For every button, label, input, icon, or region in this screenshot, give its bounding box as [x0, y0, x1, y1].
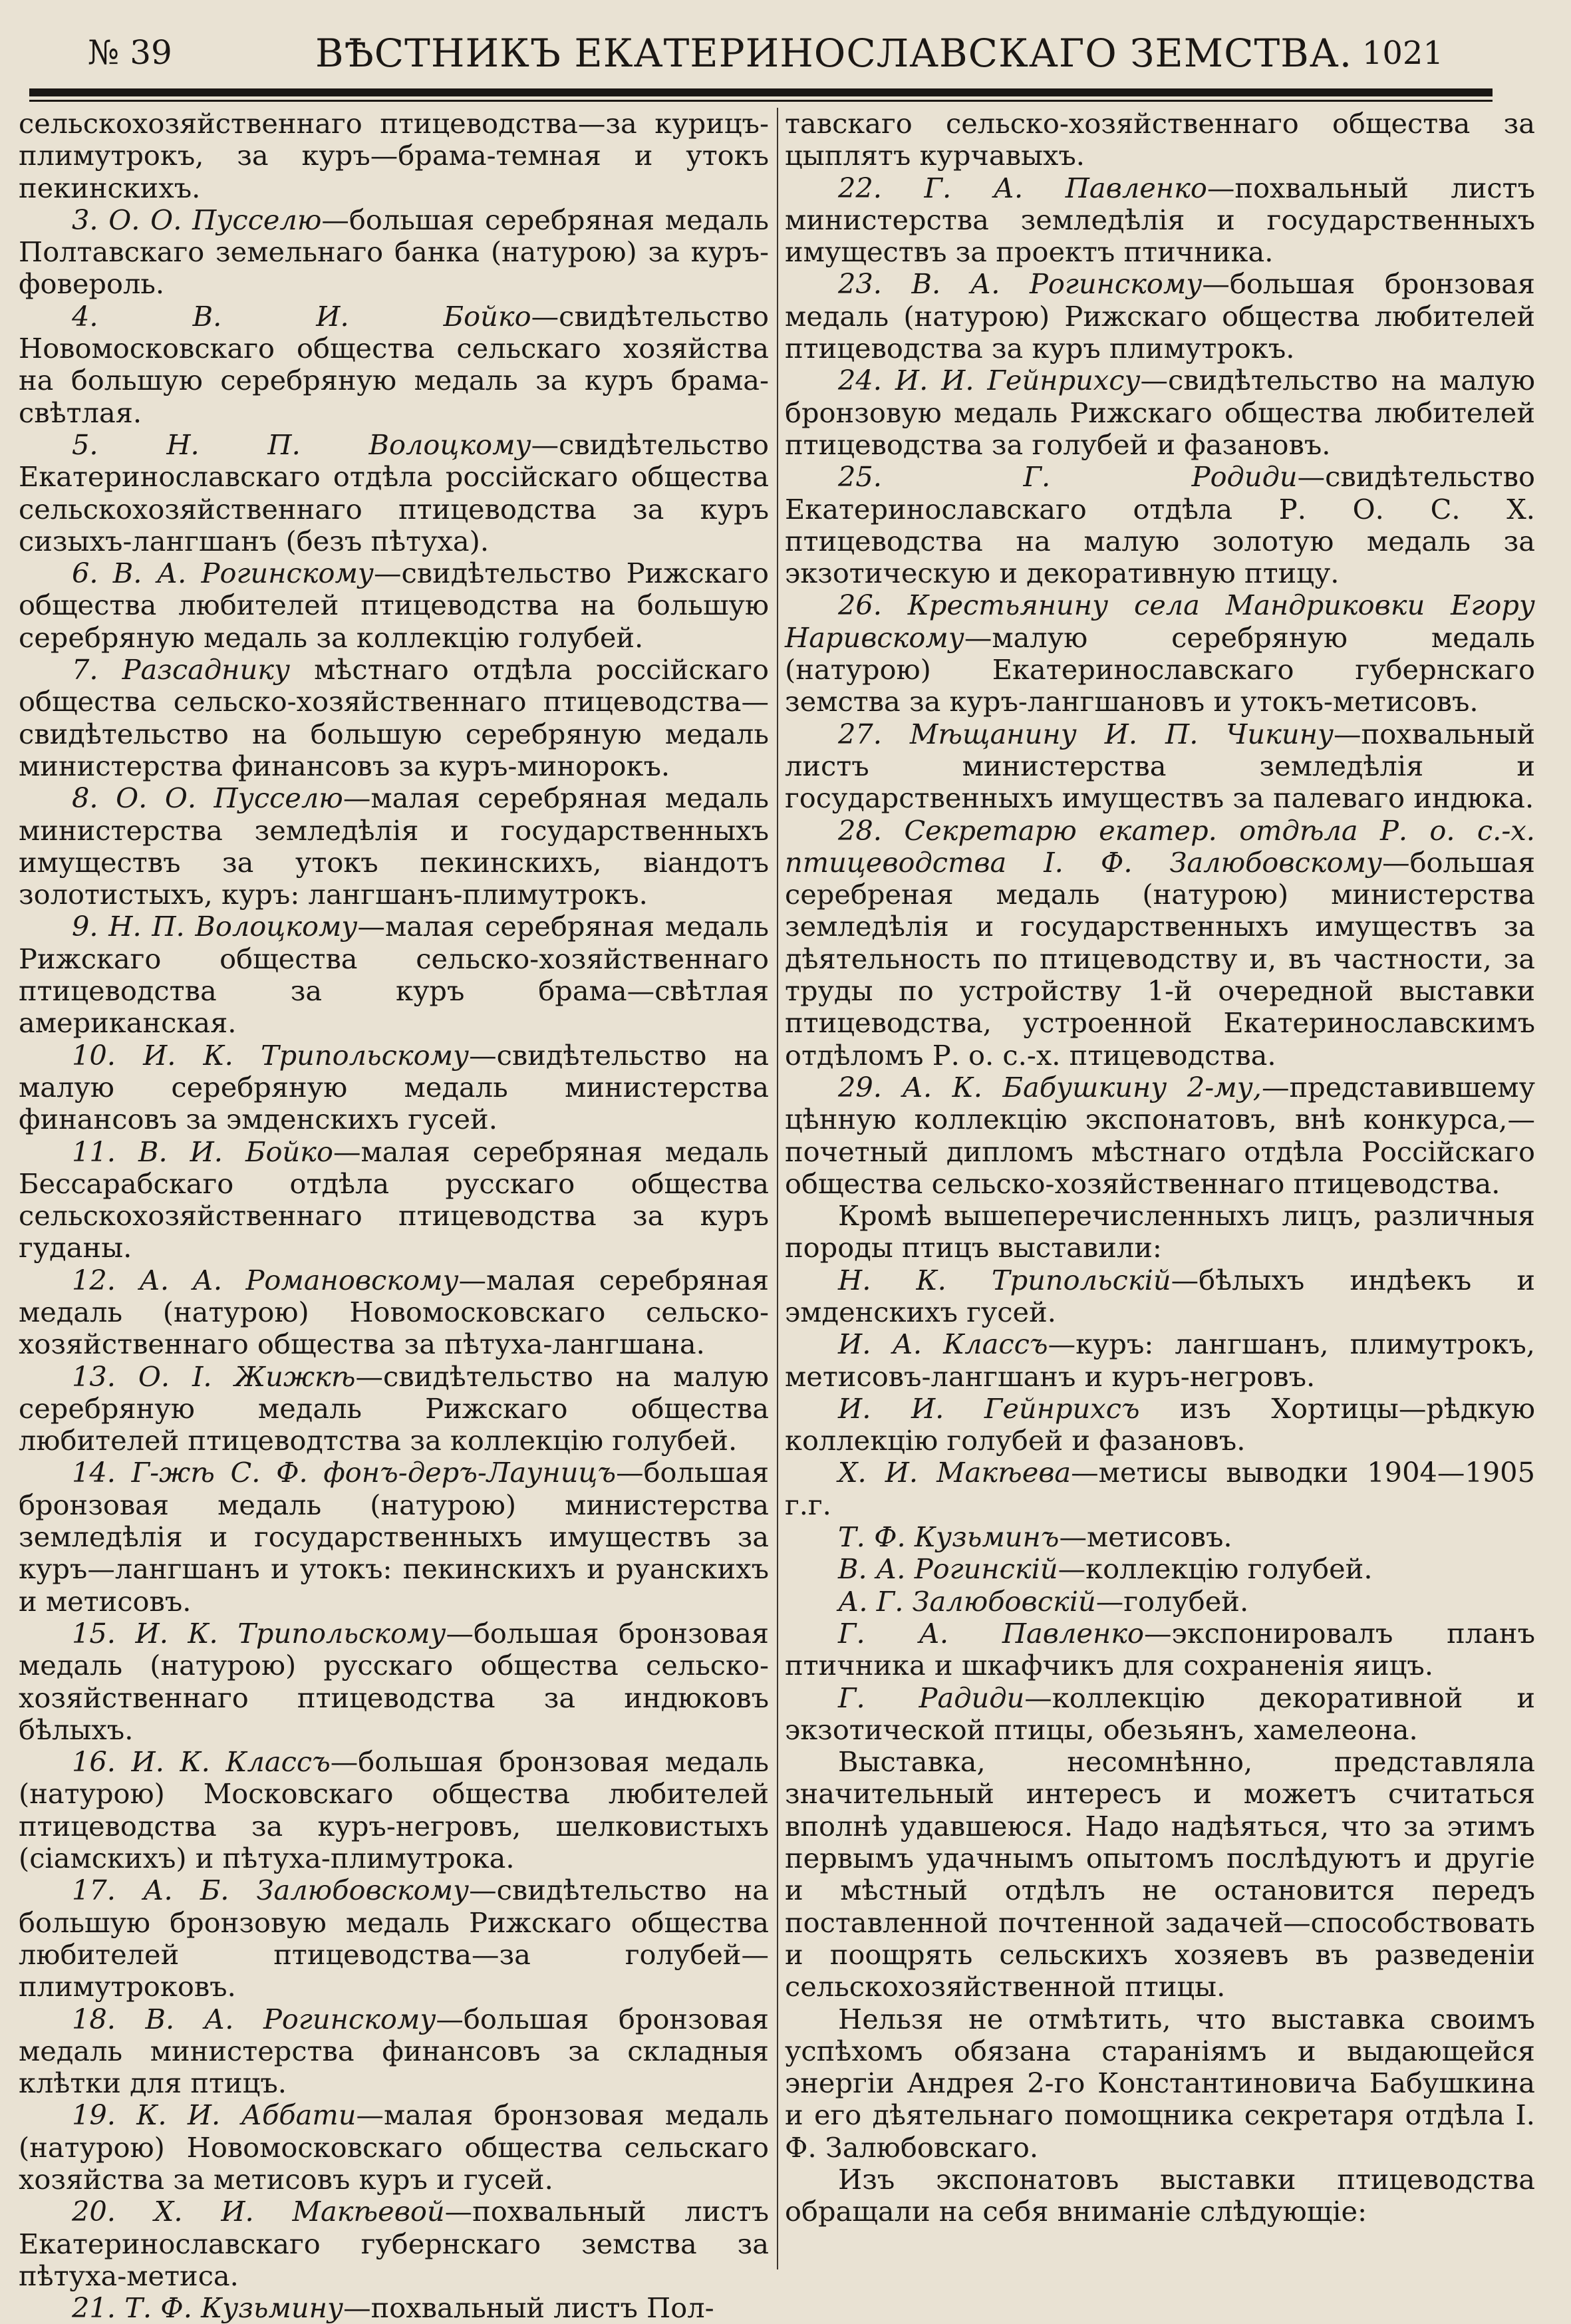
- paragraph-text: —свидѣтельство на малую серебряную медаль министерства финансовъ за эмденскихъ гусей.: [19, 1038, 769, 1136]
- paragraph: [785, 1457, 1535, 1521]
- paragraph-text: —малая серебряная медаль министерства земледѣлія и государственныхъ имуществъ за утокъ пекинскихъ, віандотъ золотистыхъ, куръ: лангшанъ-плимутрокъ.: [19, 782, 769, 911]
- paragraph: [785, 1521, 1535, 1553]
- paragraph: [19, 108, 769, 204]
- paragraph-text: Выставка, несомнѣнно, представляла значительный интересъ и можетъ считаться вполнѣ удавшеюся. Надо надѣяться, что за этимъ первымъ удачнымъ опытомъ послѣдуютъ и другіе и мѣстный отдѣлъ не остановится передъ поставленной почтенной задачей—способствовать и поощрять сельскихъ хозяевъ въ разведеніи сельскохозяйственной птицы.: [785, 1745, 1535, 2003]
- paragraph: [19, 204, 769, 301]
- recipient-name: 6. В. А. Рогинскому: [72, 557, 374, 590]
- paragraph-text: —малая серебряная медаль (натурою) Новомосковскаго сельско-хозяйственнаго общества за пѣтуха-лангшана.: [19, 1263, 769, 1361]
- paragraph: [19, 1874, 769, 2003]
- recipient-name: 23. В. А. Рогинскому: [838, 267, 1203, 301]
- recipient-name: 12. А. А. Романовскому: [72, 1263, 459, 1296]
- paragraph: [785, 1618, 1535, 1682]
- recipient-name: Н. К. Трипольскій: [838, 1263, 1171, 1296]
- paragraph: [19, 1618, 769, 1746]
- issue-number: № 39: [88, 33, 172, 72]
- recipient-name: 9. Н. П. Волоцкому: [72, 910, 358, 943]
- paragraph-text: —метисовъ.: [1059, 1521, 1232, 1554]
- paragraph-text: мѣстнаго отдѣла россійскаго общества сельско-хозяйственнаго птицеводства—свидѣтельство на большую серебряную медаль министерства финансовъ за куръ-минорокъ.: [19, 653, 769, 782]
- recipient-name: Т. Ф. Кузьминъ: [838, 1521, 1060, 1554]
- paragraph-text: —большая серебряная медаль Полтавскаго земельнаго банка (натурою) за куръ-фовероль.: [19, 203, 769, 301]
- paragraph: [19, 911, 769, 1039]
- paragraph: [785, 1200, 1535, 1264]
- recipient-name: А. Г. Залюбовскій: [838, 1584, 1096, 1618]
- paragraph-text: —метисы выводки 1904—1905 г.г.: [785, 1456, 1535, 1521]
- recipient-name: Г. А. Павленко: [838, 1616, 1145, 1650]
- paragraph-text: —большая бронзовая медаль (натурою) Рижскаго общества любителей птицеводства за куръ плимутрокъ.: [785, 267, 1535, 365]
- paragraph: [19, 1264, 769, 1361]
- paragraph: [785, 1393, 1535, 1457]
- recipient-name: 21. Т. Ф. Кузьмину: [72, 2291, 344, 2324]
- paragraph: [785, 1072, 1535, 1200]
- paragraph-text: —свидѣтельство на большую бронзовую медаль Рижскаго общества любителей птицеводства—за голубей—плимутроковъ.: [19, 1874, 769, 2003]
- paragraph: [19, 1136, 769, 1264]
- paragraph-text: —коллекцію декоративной и экзотической птицы, обезьянъ, хамелеона.: [785, 1681, 1535, 1746]
- paragraph-text: сельскохозяйственнаго птицеводства—за курицъ-плимутрокъ, за куръ—брама-темная и утокъ пекинскихъ.: [19, 107, 769, 204]
- paragraph: [785, 815, 1535, 1072]
- recipient-name: 24. И. И. Гейнрихсу: [838, 364, 1141, 397]
- paragraph-text: Изъ экспонатовъ выставки птицеводства обращали на себя вниманіе слѣдующіе:: [785, 2163, 1535, 2228]
- paragraph: [19, 301, 769, 429]
- paragraph-text: —большая бронзовая медаль (натурою) русскаго общества сельско-хозяйственнаго птицеводства за индюковъ бѣлыхъ.: [19, 1616, 769, 1746]
- paragraph-text: Кромѣ вышеперечисленныхъ лицъ, различныя породы птицъ выставили:: [785, 1199, 1535, 1264]
- recipient-name: 17. А. Б. Залюбовскому: [72, 1874, 470, 1907]
- recipient-name: 8. О. О. Пусселю: [72, 782, 343, 815]
- right-column: [785, 108, 1535, 2269]
- paragraph-text: —похвальный листъ министерства земледѣлія и государственныхъ имуществъ за палеваго индюка.: [785, 717, 1535, 815]
- paragraph: [785, 268, 1535, 364]
- paragraph: [785, 1264, 1535, 1329]
- recipient-name: 28. Секретарю екатер. отдѣла Р. о. с.-х. птицеводства І. Ф. Залюбовскому: [785, 813, 1535, 879]
- paragraph-text: —свидѣтельство Рижскаго общества любителей птицеводства на большую серебряную медаль за коллекцію голубей.: [19, 557, 769, 654]
- paragraph-text: —малая серебряная медаль Рижскаго общества сельско-хозяйственнаго птицеводства за куръ брама—свѣтлая американская.: [19, 910, 769, 1040]
- recipient-name: 15. И. К. Трипольскому: [72, 1616, 446, 1650]
- paragraph-text: —представившему цѣнную коллекцію экспонатовъ, внѣ конкурса,—почетный дипломъ мѣстнаго отдѣла Россійскаго общества сельско-хозяйственнаго птицеводства.: [785, 1070, 1535, 1200]
- paragraph-text: —свидѣтельство Новомосковскаго общества сельскаго хозяйства на большую серебряную медаль за куръ брама-свѣтлая.: [19, 299, 769, 429]
- paragraph: [785, 718, 1535, 815]
- recipient-name: 3. О. О. Пусселю: [72, 203, 322, 236]
- paragraph-text: —большая бронзовая медаль министерства финансовъ за складныя клѣтки для птицъ.: [19, 2002, 769, 2100]
- left-column: [19, 107, 769, 2324]
- recipient-name: 13. О. І. Жижкѣ: [72, 1360, 356, 1393]
- paragraph: [19, 2292, 769, 2324]
- paragraph: [19, 1746, 769, 1874]
- paragraph: [785, 1328, 1535, 1393]
- paragraph: [785, 1682, 1535, 1747]
- paragraph-text: —голубей.: [1095, 1584, 1249, 1618]
- recipient-name: 27. Мѣщанину И. П. Чикину: [838, 717, 1334, 750]
- paragraph: [19, 1457, 769, 1617]
- paragraph-text: —похвальный листъ министерства земледѣлія и государственныхъ имуществъ за проектъ птичника.: [785, 171, 1535, 269]
- recipient-name: 16. И. К. Классъ: [72, 1745, 331, 1779]
- paragraph-text: —экспонировалъ планъ птичника и шкафчикъ для сохраненія яицъ.: [785, 1616, 1535, 1682]
- recipient-name: 7. Разсаднику: [72, 653, 291, 686]
- paragraph: [19, 2099, 769, 2196]
- paragraph: [19, 782, 769, 911]
- paragraph: [785, 2003, 1535, 2164]
- paragraph: [19, 2003, 769, 2100]
- recipient-name: И. А. Классъ: [838, 1328, 1048, 1361]
- paragraph: [785, 1746, 1535, 2003]
- paragraph: [19, 2196, 769, 2292]
- paragraph: [785, 2164, 1535, 2228]
- paragraph: [785, 461, 1535, 589]
- paragraph-text: —свидѣтельство на малую серебряную медаль Рижскаго общества любителей птицеводтства за коллекцію голубей.: [19, 1360, 769, 1457]
- recipient-name: Х. И. Макѣева: [838, 1456, 1071, 1489]
- paragraph: [785, 172, 1535, 269]
- recipient-name: В. А. Рогинскій: [838, 1552, 1058, 1586]
- paragraph-text: тавскаго сельско-хозяйственнаго общества за цыплятъ курчавыхъ.: [785, 107, 1535, 172]
- recipient-name: И. И. Гейнрихсъ: [838, 1391, 1140, 1425]
- page-header: [29, 25, 1542, 86]
- paragraph: [785, 1553, 1535, 1585]
- paragraph: [785, 1586, 1535, 1618]
- recipient-name: 10. И. К. Трипольскому: [72, 1038, 470, 1072]
- paragraph: [785, 364, 1535, 461]
- paragraph: [19, 557, 769, 654]
- paragraph-text: —куръ: лангшанъ, плимутрокъ, метисовъ-лангшанъ и куръ-негровъ.: [785, 1328, 1535, 1393]
- paragraph-text: изъ Хортицы—рѣдкую коллекцію голубей и фазановъ.: [785, 1391, 1535, 1457]
- paragraph-text: —большая бронзовая медаль (натурою) Московскаго общества любителей птицеводства за куръ-негровъ, шелковистыхъ (сіамскихъ) и пѣтуха-плимутрока.: [19, 1745, 769, 1875]
- paragraph-text: —малую серебряную медаль (натурою) Екатеринославскаго губернскаго земства за куръ-лангшановъ и утокъ-метисовъ.: [785, 621, 1535, 718]
- recipient-name: 19. К. И. Аббати: [72, 2099, 357, 2132]
- paragraph: [19, 429, 769, 557]
- paragraph: [785, 589, 1535, 718]
- recipient-name: 22. Г. А. Павленко: [838, 171, 1207, 204]
- paragraph: [19, 1361, 769, 1457]
- paragraph-text: —бѣлыхъ индѣекъ и эмденскихъ гусей.: [785, 1263, 1535, 1328]
- recipient-name: 25. Г. Родиди: [838, 460, 1298, 494]
- paragraph-text: —свидѣтельство на малую бронзовую медаль Рижскаго общества любителей птицеводства за голубей и фазановъ.: [785, 364, 1536, 461]
- paragraph-text: —малая серебряная медаль Бессарабскаго отдѣла русскаго общества сельскохозяйственнаго птицеводства за куръ гуданы.: [19, 1135, 769, 1264]
- paragraph-text: —похвальный листъ Екатеринославскаго губернскаго земства за пѣтуха-метиса.: [19, 2195, 769, 2292]
- recipient-name: 18. В. А. Рогинскому: [72, 2002, 436, 2035]
- recipient-name: 11. В. И. Бойко: [72, 1135, 333, 1168]
- recipient-name: 5. Н. П. Волоцкому: [72, 428, 531, 461]
- paragraph-text: —свидѣтельство Екатеринославскаго отдѣла Р. О. С. Х. птицеводства на малую золотую медаль за экзотическую и декоративную птицу.: [785, 460, 1535, 590]
- paragraph: [19, 654, 769, 782]
- recipient-name: 14. Г-жѣ С. Ф. фонъ-деръ-Лауницъ: [72, 1456, 617, 1489]
- column-divider: [777, 108, 778, 2269]
- paragraph-text: —похвальный листъ Пол-: [343, 2291, 714, 2324]
- recipient-name: 26. Крестьянину села Мандриковки Егору Наривскому: [785, 589, 1535, 654]
- header-rule-thin: [29, 100, 1493, 102]
- paragraph-text: —свидѣтельство Екатеринославскаго отдѣла россійскаго общества сельскохозяйственнаго птицеводства за куръ сизыхъ-лангшанъ (безъ пѣтуха).: [19, 428, 769, 557]
- paragraph-text: Нельзя не отмѣтить, что выставка своимъ успѣхомъ обязана стараніямъ и выдающейся энергіи Андрея 2-го Константиновича Бабушкина и его дѣятельнаго помощника секретаря отдѣла І. Ф. Залюбовскаго.: [785, 2002, 1535, 2164]
- paragraph-text: —большая бронзовая медаль (натурою) министерства земледѣлія и государственныхъ имуществъ за куръ—лангшанъ и утокъ: пекинскихъ и руанскихъ и метисовъ.: [19, 1456, 769, 1618]
- paragraph-text: —большая серебреная медаль (натурою) министерства земледѣлія и государственныхъ имуществъ за дѣятельность по птицеводству и, въ частности, за труды по устройству 1-й очередной выставки птицеводства, устроенной Екатеринославскимъ отдѣломъ Р. о. с.-х. птицеводства.: [785, 845, 1535, 1072]
- paragraph-text: —коллекцію голубей.: [1058, 1552, 1373, 1586]
- page-number: 1021: [1361, 35, 1443, 72]
- recipient-name: Г. Радиди: [838, 1681, 1025, 1714]
- recipient-name: 29. А. К. Бабушкину 2-му,: [838, 1070, 1262, 1103]
- paragraph-text: —малая бронзовая медаль (натурою) Новомосковскаго общества сельскаго хозяйства за метисовъ куръ и гусей.: [19, 2099, 769, 2196]
- text-columns: [19, 107, 1542, 2324]
- recipient-name: 4. В. И. Бойко: [72, 299, 531, 333]
- header-rule: [29, 88, 1493, 96]
- paragraph: [19, 1040, 769, 1136]
- recipient-name: 20. Х. И. Макѣевой: [72, 2195, 445, 2228]
- paragraph: [785, 108, 1535, 172]
- journal-title: ВѢСТНИКЪ ЕКАТЕРИНОСЛАВСКАГО ЗЕМСТВА.: [315, 31, 1353, 76]
